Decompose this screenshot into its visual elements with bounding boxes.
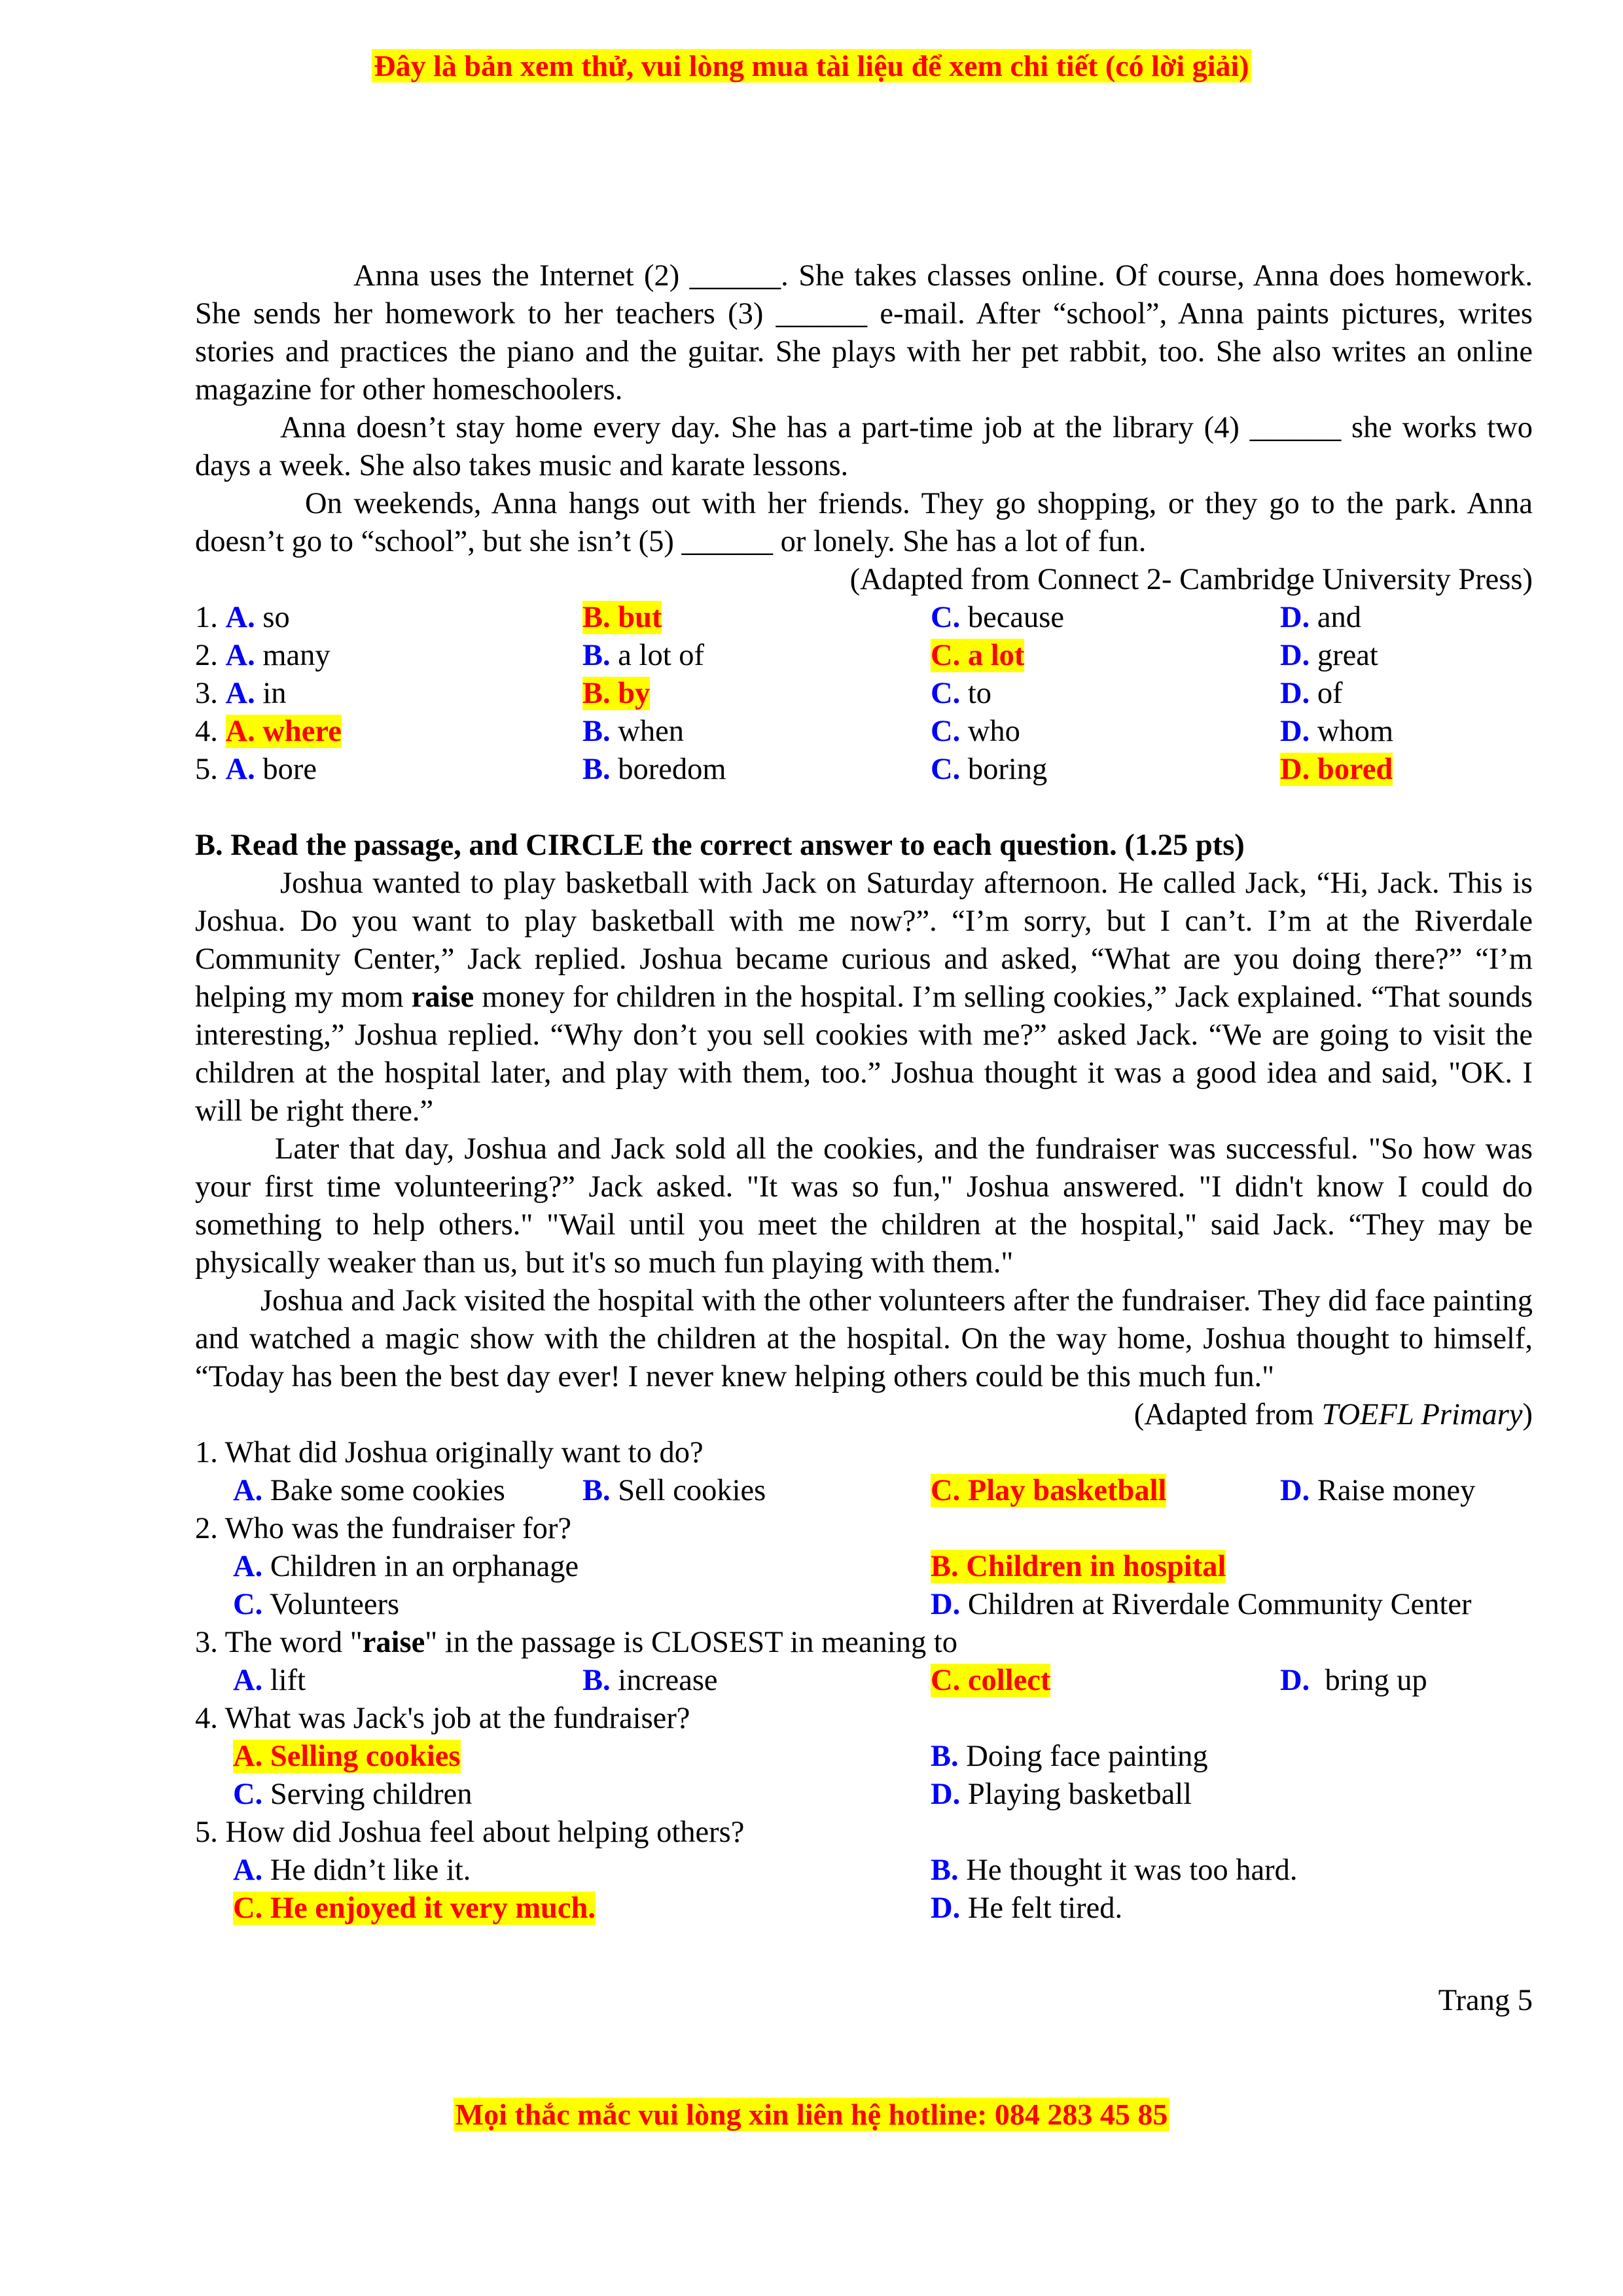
option-a[interactable]: 2. A. many xyxy=(195,639,330,672)
option-d[interactable]: D. bored xyxy=(1280,753,1393,786)
passage-b-paragraph-3: Joshua and Jack visited the hospital with the other volunteers after the fundraiser. They did face painting and watched a magic show with the children at the hospital. On the way home, Joshua thought to himself, “Today has been the best day ever! I never knew helping others could be this much fun." xyxy=(195,1284,1533,1393)
option-b[interactable]: B. Sell cookies xyxy=(582,1474,766,1507)
option-b[interactable]: B. boredom xyxy=(582,753,726,786)
page-number: Trang 5 xyxy=(1438,1984,1533,2017)
option-a[interactable]: A. He didn’t like it. xyxy=(233,1854,471,1887)
option-d[interactable]: D. of xyxy=(1280,677,1343,710)
option-c[interactable]: C. He enjoyed it very much. xyxy=(233,1892,596,1925)
option-c[interactable]: C. collect xyxy=(931,1664,1051,1697)
question-row xyxy=(195,599,1533,637)
question-row xyxy=(195,637,1533,675)
option-b[interactable]: B. Children in hospital xyxy=(931,1550,1226,1583)
passage-a-paragraph-1: Anna uses the Internet (2) ______. She takes classes online. Of course, Anna does homework. She sends her homework to her teachers (3) ______ e-mail. After “school”, Anna paints pictures, writes stories and practices the piano and the guitar. She plays with her pet rabbit, too. She also writes an online magazine for other homeschoolers. xyxy=(195,259,1533,406)
option-d[interactable]: D. Children at Riverdale Community Center xyxy=(931,1588,1472,1621)
option-a[interactable]: A. Children in an orphanage xyxy=(233,1550,579,1583)
question-row xyxy=(195,713,1533,751)
section-b-heading: B. Read the passage, and CIRCLE the correct answer to each question. (1.25 pts) xyxy=(195,829,1245,862)
option-b[interactable]: B. when xyxy=(582,715,684,748)
passage-a-paragraph-3: On weekends, Anna hangs out with her friends. They go shopping, or they go to the park. Anna doesn’t go to “school”, but she isn’t (5) ______ or lonely. She has a lot of fun. xyxy=(195,487,1533,558)
option-a[interactable]: 5. A. bore xyxy=(195,753,317,786)
option-b[interactable]: B. a lot of xyxy=(582,639,704,672)
option-c[interactable]: C. Play basketball xyxy=(931,1474,1167,1507)
question-4 xyxy=(195,1700,1533,1814)
question-2 xyxy=(195,1510,1533,1624)
option-c[interactable]: C. boring xyxy=(931,753,1048,786)
passage-b-paragraph-1: Joshua wanted to play basketball with Jack on Saturday afternoon. He called Jack, “Hi, Jack. This is Joshua. Do you want to play basketball with me now?”. “I’m sorry, but I can’t. I’m at the Riverdale Community Center,” Jack replied. Joshua became curious and asked, “What are you doing there?” “I’m helping my mom raise money for children in the hospital. I’m selling cookies,” Jack explained. “That sounds interesting,” Joshua replied. “Why don’t you sell cookies with me?” asked Jack. “We are going to visit the children at the hospital later, and play with them, too.” Joshua thought it was a good idea and said, "OK. I will be right there.” xyxy=(195,867,1533,1128)
question-row xyxy=(195,751,1533,789)
option-d[interactable]: D. and xyxy=(1280,601,1361,634)
option-a[interactable]: 3. A. in xyxy=(195,677,287,710)
question-text: 4. What was Jack's job at the fundraiser? xyxy=(195,1702,690,1735)
question-3 xyxy=(195,1624,1533,1700)
option-c[interactable]: C. Serving children xyxy=(233,1778,473,1811)
question-5 xyxy=(195,1814,1533,1928)
option-c[interactable]: C. a lot xyxy=(931,639,1025,672)
passage-a-source: (Adapted from Connect 2- Cambridge University Press) xyxy=(849,563,1533,596)
hotline-banner xyxy=(0,2096,1623,2134)
option-a[interactable]: A. lift xyxy=(233,1664,306,1697)
option-d[interactable]: D. Raise money xyxy=(1280,1474,1476,1507)
option-a[interactable]: 4. A. where xyxy=(195,715,342,748)
option-a[interactable]: A. Bake some cookies xyxy=(233,1474,505,1507)
option-b[interactable]: B. increase xyxy=(582,1664,718,1697)
question-1 xyxy=(195,1434,1533,1510)
option-d[interactable]: D. bring up xyxy=(1280,1664,1427,1697)
passage-b-paragraph-2: Later that day, Joshua and Jack sold all the cookies, and the fundraiser was successful. "So how was your first time volunteering?” Jack asked. "It was so fun," Joshua answered. "I didn't know I could do something to help others." "Wail until you meet the children at the hospital," said Jack. “They may be physically weaker than us, but it's so much fun playing with them." xyxy=(195,1132,1533,1280)
question-text: 3. The word "raise" in the passage is CLOSEST in meaning to xyxy=(195,1626,958,1659)
preview-notice-text: Đây là bản xem thử, vui lòng mua tài liệu để xem chi tiết (có lời giải) xyxy=(372,49,1251,82)
option-d[interactable]: D. whom xyxy=(1280,715,1394,748)
question-text: 5. How did Joshua feel about helping others? xyxy=(195,1816,745,1849)
option-b[interactable]: B. by xyxy=(582,677,651,710)
option-c[interactable]: C. who xyxy=(931,715,1020,748)
question-row xyxy=(195,675,1533,713)
hotline-text: Mọi thắc mắc vui lòng xin liên hệ hotline: 084 283 45 85 xyxy=(454,2098,1170,2131)
passage-a-paragraph-2: Anna doesn’t stay home every day. She has a part-time job at the library (4) ______ she works two days a week. She also takes music and karate lessons. xyxy=(195,411,1533,482)
question-text: 1. What did Joshua originally want to do? xyxy=(195,1436,704,1469)
option-a[interactable]: A. Selling cookies xyxy=(233,1740,461,1773)
option-c[interactable]: C. Volunteers xyxy=(233,1588,400,1621)
option-d[interactable]: D. He felt tired. xyxy=(931,1892,1123,1925)
preview-notice-banner xyxy=(0,47,1623,86)
page-content xyxy=(195,257,1533,1928)
option-d[interactable]: D. Playing basketball xyxy=(931,1778,1192,1811)
question-text: 2. Who was the fundraiser for? xyxy=(195,1512,572,1545)
option-b[interactable]: B. but xyxy=(582,601,662,634)
passage-b-source: (Adapted from TOEFL Primary) xyxy=(1133,1398,1533,1431)
option-b[interactable]: B. He thought it was too hard. xyxy=(931,1854,1298,1887)
option-b[interactable]: B. Doing face painting xyxy=(931,1740,1208,1773)
passage-a-options xyxy=(195,599,1533,789)
option-a[interactable]: 1. A. so xyxy=(195,601,290,634)
option-c[interactable]: C. to xyxy=(931,677,992,710)
option-d[interactable]: D. great xyxy=(1280,639,1378,672)
option-c[interactable]: C. because xyxy=(931,601,1064,634)
